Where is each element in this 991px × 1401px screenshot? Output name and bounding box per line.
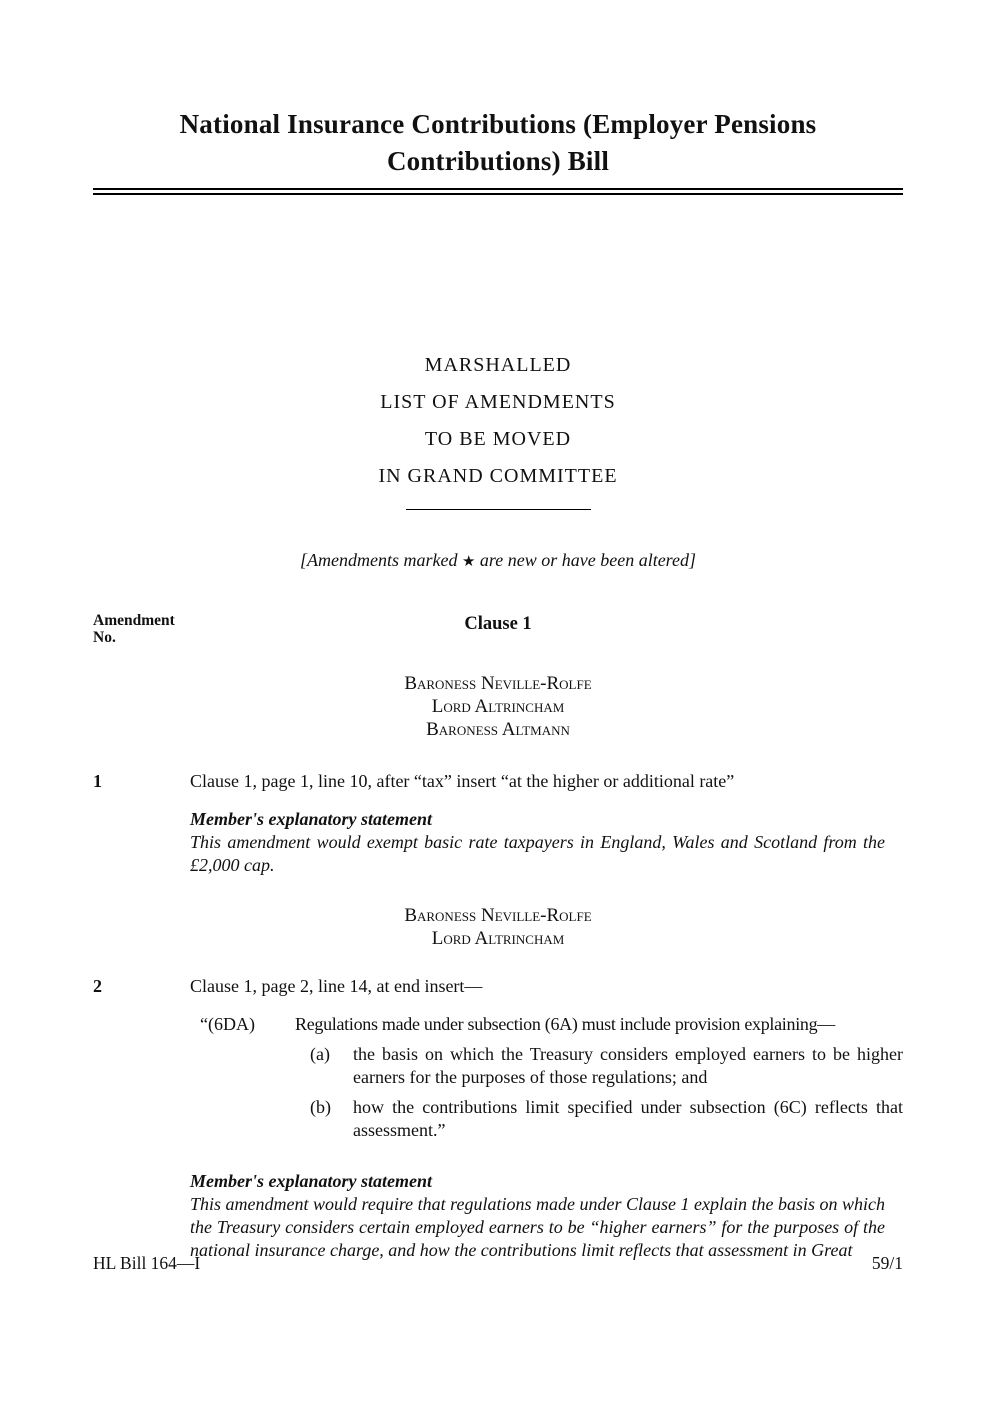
bill-title: National Insurance Contributions (Employer Pensions Contributions) Bill (179, 109, 817, 176)
note-prefix: [Amendments marked (299, 550, 462, 570)
amendment-no-label-line2: No. (93, 629, 116, 646)
sponsor-name: Baroness Neville-Rolfe (404, 905, 592, 926)
amendment-1-row (93, 770, 903, 793)
document-content (93, 106, 903, 1262)
amendment-no-column-label (93, 612, 175, 646)
heading-line-marshalled: MARSHALLED (424, 354, 572, 376)
heading-line-in-grand-committee: IN GRAND COMMITTEE (378, 465, 618, 487)
section-divider-rule (406, 509, 591, 510)
marshalled-heading (93, 347, 903, 495)
heading-line-to-be-moved: TO BE MOVED (424, 428, 572, 450)
provision-label: “(6DA) (200, 1014, 255, 1034)
sponsor-name: Baroness Altmann (426, 719, 570, 740)
explanatory-statement-heading: Member's explanatory statement (190, 1171, 432, 1191)
amendment-2-explanatory-statement (190, 1170, 903, 1262)
amendment-1-sponsor-list (93, 672, 903, 741)
heading-line-list-of-amendments: LIST OF AMENDMENTS (380, 391, 616, 413)
amendment-2-number: 2 (93, 976, 102, 996)
title-double-rule (93, 188, 903, 195)
sponsor-name: Baroness Neville-Rolfe (404, 673, 592, 694)
amendment-2-row (93, 975, 903, 998)
sponsor-name: Lord Altrincham (431, 928, 565, 949)
session-reference: 59/1 (871, 1253, 903, 1273)
amendment-2-text: Clause 1, page 2, line 14, at end insert— (190, 976, 483, 996)
amendment-2-inserted-provision (200, 1013, 903, 1142)
star-icon: ★ (461, 554, 476, 570)
note-suffix: are new or have been altered] (475, 550, 697, 570)
page-footer (93, 1253, 903, 1274)
amendment-2-sponsor-list (93, 904, 903, 950)
bill-reference: HL Bill 164—I (93, 1253, 201, 1273)
provision-item-a-label: (a) (310, 1044, 330, 1064)
amendment-no-label-line1: Amendment (93, 612, 175, 629)
clause-header-row (93, 612, 903, 658)
provision-item-b-text: how the contributions limit specified under subsection (6C) reflects that assessment.” (353, 1097, 903, 1140)
amendments-marked-note (93, 550, 903, 571)
explanatory-statement-text: This amendment would exempt basic rate taxpayers in England, Wales and Scotland from the £2,000 cap. (190, 832, 885, 875)
explanatory-statement-heading: Member's explanatory statement (190, 809, 432, 829)
amendment-1-text: Clause 1, page 1, line 10, after “tax” insert “at the higher or additional rate” (190, 771, 735, 791)
provision-item-b (310, 1096, 903, 1142)
provision-subsection-6DA (200, 1013, 903, 1036)
sponsor-name: Lord Altrincham (431, 696, 565, 717)
provision-item-a (310, 1043, 903, 1089)
provision-intro-text: Regulations made under subsection (6A) must include provision explaining— (295, 1014, 836, 1034)
explanatory-statement-text: This amendment would require that regulations made under Clause 1 explain the basis on which the Treasury considers certain employed earners to be “higher earners” for the purposes of the national insurance charge, and how the contributions limit reflects that assessment in Great (190, 1194, 885, 1260)
provision-item-a-text: the basis on which the Treasury considers employed earners to be higher earners for the purposes of those regulations; and (353, 1044, 903, 1087)
amendment-1-explanatory-statement (190, 808, 903, 877)
provision-item-b-label: (b) (310, 1097, 331, 1117)
clause-heading: Clause 1 (464, 614, 532, 634)
amendment-1-number: 1 (93, 771, 102, 791)
